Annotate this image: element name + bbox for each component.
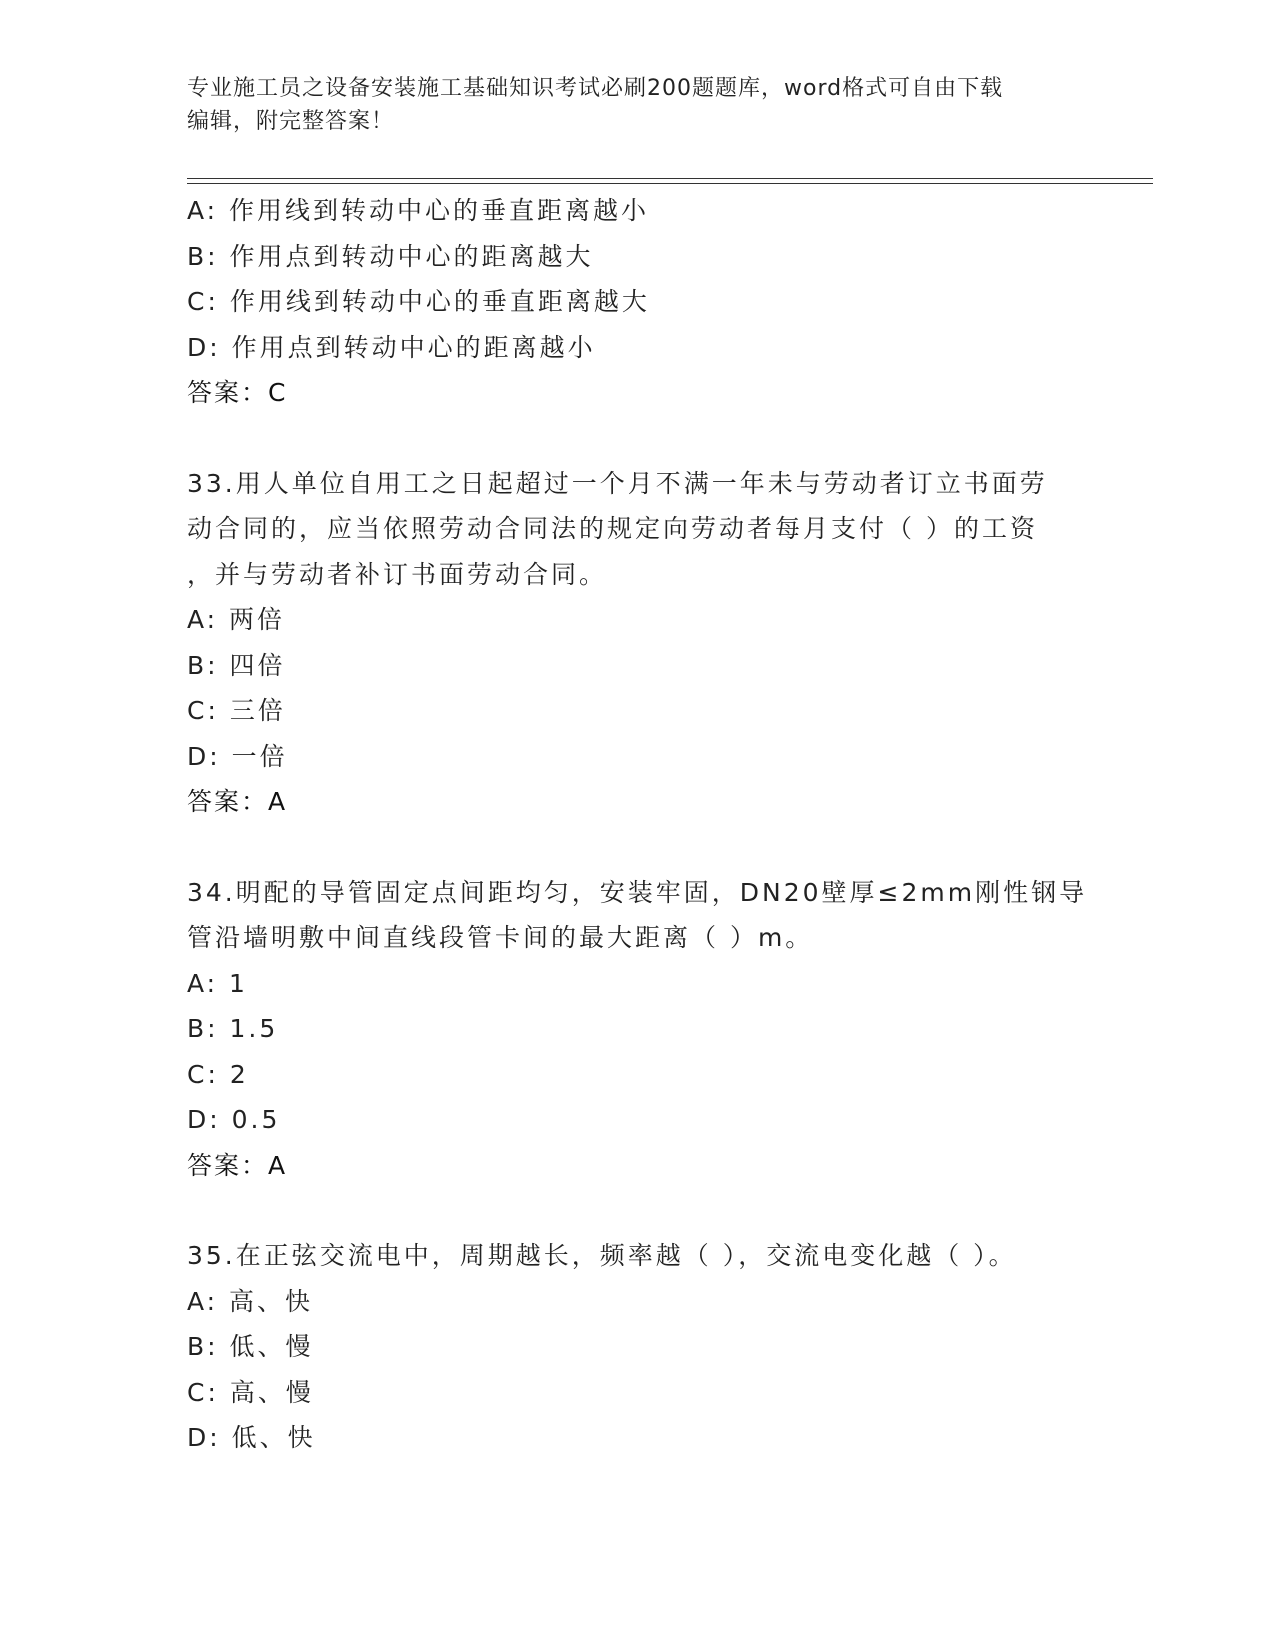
option-a: A: 高、快 [187,1286,314,1316]
answer-label: 答案：A [187,1150,288,1180]
question-block [187,461,1087,825]
answer-label: 答案：A [187,787,288,816]
option-b: B: 1.5 [187,1014,279,1043]
option-b: B: 低、慢 [187,1332,314,1361]
question-stem-line: 35.在正弦交流电中，周期越长，频率越（ ），交流电变化越（ ）。 [187,1241,1017,1270]
option-c: C: 高、慢 [187,1377,314,1407]
option-b: B: 作用点到转动中心的距离越大 [187,241,594,271]
option-d: D: 0.5 [187,1105,281,1134]
answer-label: 答案：C [187,378,288,407]
option-d: D: 作用点到转动中心的距离越小 [187,332,596,362]
option-a: A: 两倍 [187,605,286,634]
question-list [187,188,1087,1461]
spacer [187,416,1087,461]
header-title-line-2: 编辑，附完整答案！ [187,109,395,134]
option-a: A: 作用线到转动中心的垂直距离越小 [187,196,650,225]
header-title-line-1: 专业施工员之设备安装施工基础知识考试必刷200题题库，word格式可自由下载 [187,76,1004,101]
question-stem-line: 管沿墙明敷中间直线段管卡间的最大距离（ ）m。 [187,923,814,952]
option-a: A: 1 [187,968,248,998]
option-c: C: 三倍 [187,696,286,725]
option-c: C: 作用线到转动中心的垂直距离越大 [187,287,650,316]
spacer [187,825,1087,870]
spacer [187,1188,1087,1233]
option-d: D: 一倍 [187,741,288,771]
header-divider-top [187,178,1153,179]
question-block [187,1233,1087,1461]
option-d: D: 低、快 [187,1423,316,1452]
option-c: C: 2 [187,1059,249,1089]
question-block [187,188,1087,416]
question-stem-line: ，并与劳动者补订书面劳动合同。 [187,559,608,589]
question-block [187,870,1087,1189]
header-divider-bottom [187,183,1153,184]
page-header [187,72,1067,138]
question-stem-line: 33.用人单位自用工之日起超过一个月不满一年未与劳动者订立书面劳 [187,468,1048,498]
option-b: B: 四倍 [187,650,286,680]
question-stem-line: 34.明配的导管固定点间距均匀，安装牢固，DN20壁厚≤2mm刚性钢导 [187,877,1088,907]
question-stem-line: 动合同的，应当依照劳动合同法的规定向劳动者每月支付（ ）的工资 [187,514,1038,543]
